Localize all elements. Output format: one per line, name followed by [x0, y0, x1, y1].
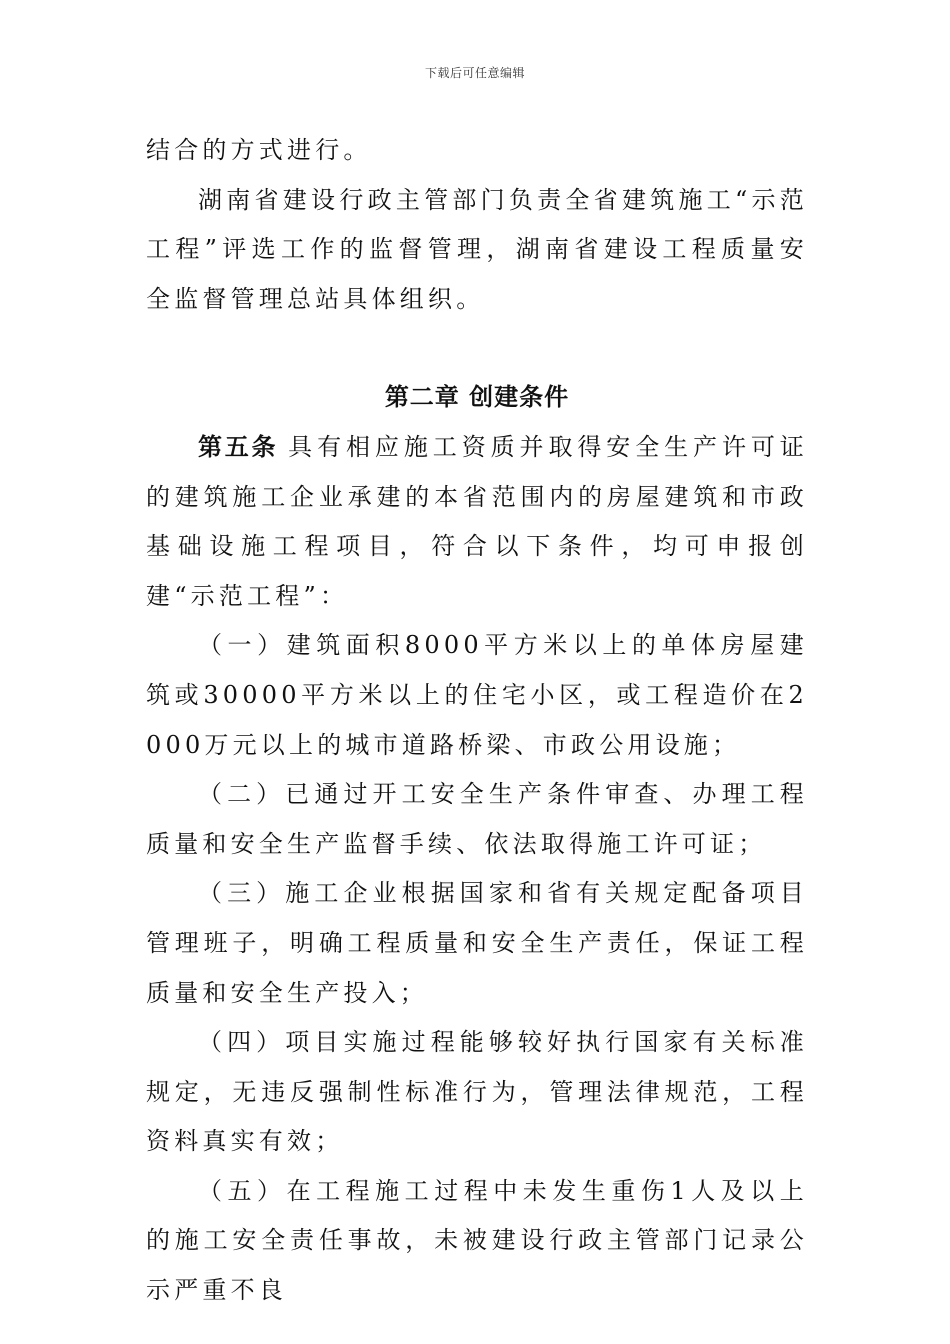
paragraph-supervision: 湖南省建设行政主管部门负责全省建筑施工“示范工程”评选工作的监督管理，湖南省建设工程质量安全监督管理总站具体组织。 [146, 185, 808, 313]
article-5-text: 具有相应施工资质并取得安全生产许可证的建筑施工企业承建的本省范围内的房屋建筑和市政基础设施工程项目，符合以下条件，均可申报创建“示范工程”： [146, 432, 809, 610]
condition-item-4: （四）项目实施过程能够较好执行国家有关标准规定，无违反强制性标准行为，管理法律规范，工程资料真实有效； [146, 1028, 808, 1156]
condition-item-5: （五）在工程施工过程中未发生重伤1人及以上的施工安全责任事故，未被建设行政主管部门记录公示严重不良 [146, 1176, 808, 1305]
page-header-note: 下载后可任意编辑 [424, 66, 525, 80]
condition-item-3: （三）施工企业根据国家和省有关规定配备项目管理班子，明确工程质量和安全生产责任，保证工程质量和安全生产投入； [146, 879, 808, 1007]
section-spacer [146, 324, 808, 372]
condition-item-1: （一）建筑面积8000平方米以上的单体房屋建筑或30000平方米以上的住宅小区，或工程造价在2000万元以上的城市道路桥梁、市政公用设施； [146, 631, 808, 759]
chapter-title: 第二章 创建条件 [384, 382, 570, 412]
article-5-label: 第五条 [198, 431, 279, 461]
paragraph-continuation: 结合的方式进行。 [146, 136, 372, 164]
article-5 [146, 422, 808, 621]
document-body [146, 126, 808, 1316]
condition-item-2: （二）已通过开工安全生产条件审查、办理工程质量和安全生产监督手续、依法取得施工许可证； [146, 780, 808, 858]
